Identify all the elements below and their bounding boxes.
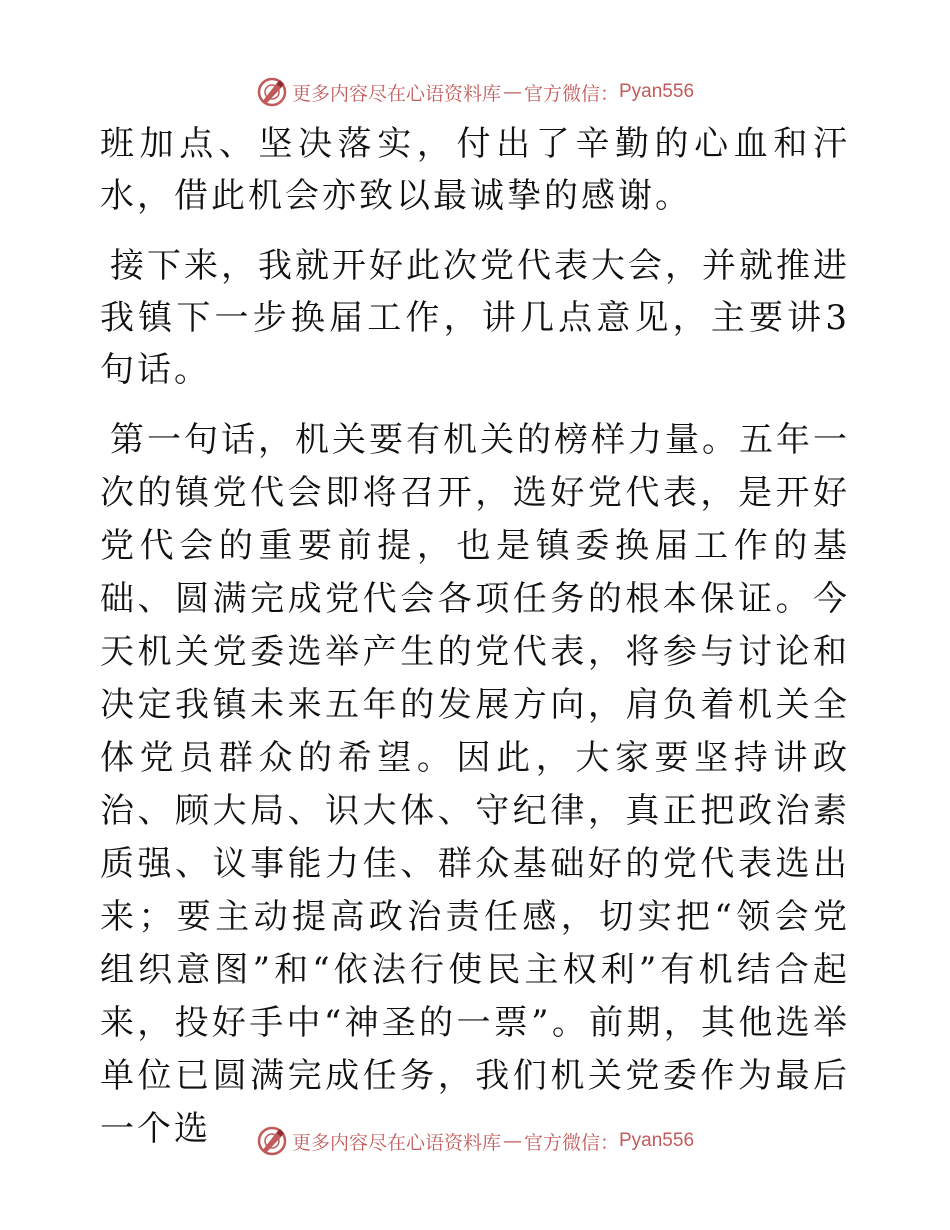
watermark-dash: — (502, 1130, 522, 1152)
pen-nib-circle-icon (256, 76, 288, 108)
watermark-brand: 更多内容尽在心语资料库 (291, 1131, 501, 1154)
watermark-wechat-id: Pyan556 (619, 1130, 695, 1151)
paragraph-2: 接下来，我就开好此次党代表大会，并就推进我镇下一步换届工作，讲几点意见，主要讲3句话。 (100, 246, 850, 390)
watermark-label: 官方微信： (523, 1131, 619, 1154)
watermark-wechat-id: Pyan556 (619, 81, 695, 102)
watermark-label: 官方微信： (523, 82, 619, 105)
watermark-dash: — (502, 81, 522, 103)
paragraph-1: 班加点、坚决落实，付出了辛勤的心血和汗水，借此机会亦致以最诚挚的感谢。 (100, 124, 850, 216)
watermark-header (0, 72, 950, 112)
watermark-brand: 更多内容尽在心语资料库 (291, 82, 501, 105)
document-body (100, 118, 850, 1174)
paragraph-3: 第一句话，机关要有机关的榜样力量。五年一次的镇党代会即将召开，选好党代表，是开好党代会的重要前提，也是镇委换届工作的基础、圆满完成党代会各项任务的根本保证。今天机关党委选举产生的党代表，将参与讨论和决定我镇未来五年的发展方向，肩负着机关全体党员群众的希望。因此，大家要坚持讲政治、顾大局、识大体、守纪律，真正把政治素质强、议事能力佳、群众基础好的党代表选出来；要主动提高政治责任感，切实把“领会党组织意图”和“依法行使民主权利”有机结合起来，投好手中“神圣的一票”。前期，其他选举单位已圆满完成任务，我们机关党委作为最后一个选 (100, 420, 850, 1149)
watermark-footer (0, 1121, 950, 1161)
pen-nib-circle-icon (256, 1125, 288, 1157)
